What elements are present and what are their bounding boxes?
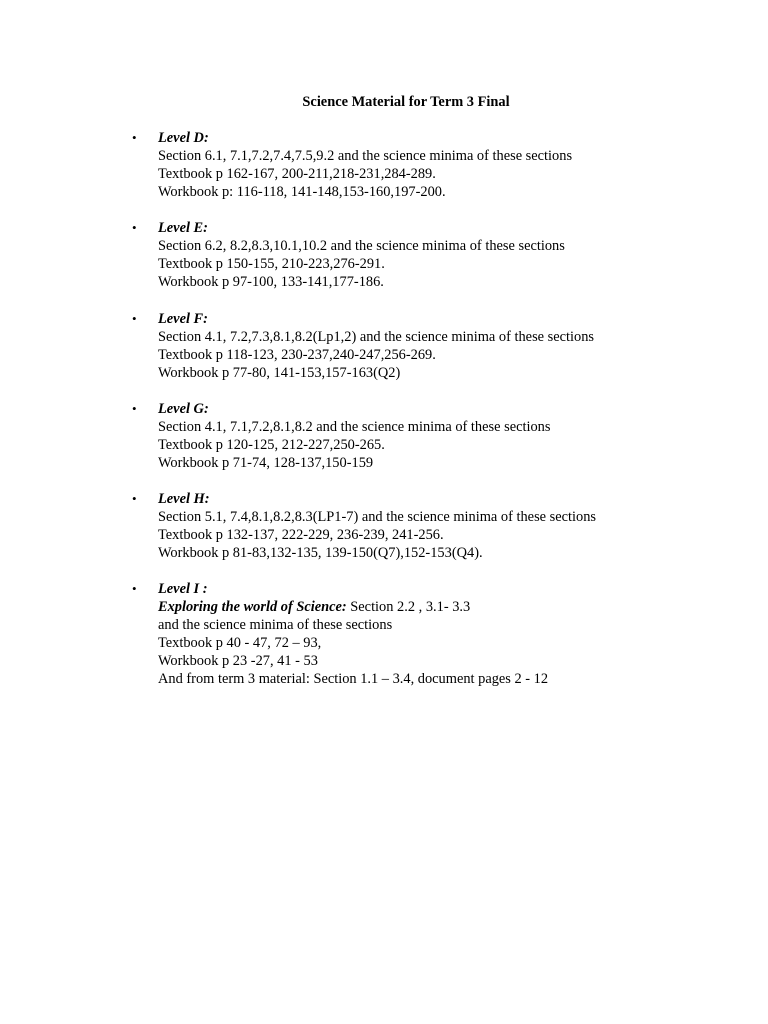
textbook-line: Textbook p 150-155, 210-223,276-291. [158,256,385,273]
level-title: Level I : [158,581,208,598]
section-line: Section 5.1, 7.4,8.1,8.2,8.3(LP1-7) and the science minima of these sections [158,509,597,526]
textbook-line: Textbook p 162-167, 200-211,218-231,284-289. [158,166,436,182]
section-line: Section 4.1, 7.1,7.2,8.1,8.2 and the science minima of these sections [158,418,551,435]
textbook-line: Textbook p 120-125, 212-227,250-265. [158,436,385,453]
workbook-line: Workbook p 81-83,132-135, 139-150(Q7),152-153(Q4). [158,545,483,562]
term-material-line: And from term 3 material: Section 1.1 – 3.4, document pages 2 - 12 [158,671,549,688]
textbook-line: Textbook p 118-123, 230-237,240-247,256-269. [158,346,436,363]
bullet-icon: • [132,400,137,416]
level-item-f [0,310,596,382]
level-list [0,129,596,707]
level-item-h [0,490,596,562]
bullet-icon: • [132,581,137,597]
minima-line: and the science minima of these sections [158,617,393,634]
workbook-line: Workbook p 23 -27, 41 - 53 [158,653,318,670]
bullet-icon: • [132,220,137,236]
level-item-g [0,400,596,472]
level-title: Level E: [158,220,208,237]
workbook-line: Workbook p: 116-118, 141-148,153-160,197-200. [158,184,446,200]
level-title: Level H: [158,491,210,508]
textbook-line: Textbook p 132-137, 222-229, 236-239, 241-256. [158,527,444,544]
workbook-line: Workbook p 71-74, 128-137,150-159 [158,454,374,471]
bullet-icon: • [132,310,137,326]
bullet-icon: • [132,130,137,145]
bullet-icon: • [132,491,137,507]
level-item-i [0,580,596,688]
subtitle-line [158,598,596,616]
textbook-line: Textbook p 40 - 47, 72 – 93, [158,635,322,652]
level-title: Level F: [158,310,208,327]
section-line: Section 6.2, 8.2,8.3,10.1,10.2 and the science minima of these sections [158,238,565,255]
level-title: Level G: [158,400,209,417]
level-item-e [0,219,596,291]
section-line: Section 6.1, 7.1,7.2,7.4,7.5,9.2 and the science minima of these sections [158,148,573,164]
level-title: Level D: [158,130,209,146]
section-line: Section 4.1, 7.2,7.3,8.1,8.2(Lp1,2) and the science minima of these sections [158,328,595,345]
book-subtitle: Exploring the world of Science: [158,599,347,616]
level-item-d [0,129,596,201]
document-title: Science Material for Term 3 Final [302,94,510,110]
workbook-line: Workbook p 97-100, 133-141,177-186. [158,274,384,291]
subtitle-section-text: Section 2.2 , 3.1- 3.3 [346,599,471,616]
workbook-line: Workbook p 77-80, 141-153,157-163(Q2) [158,364,401,381]
